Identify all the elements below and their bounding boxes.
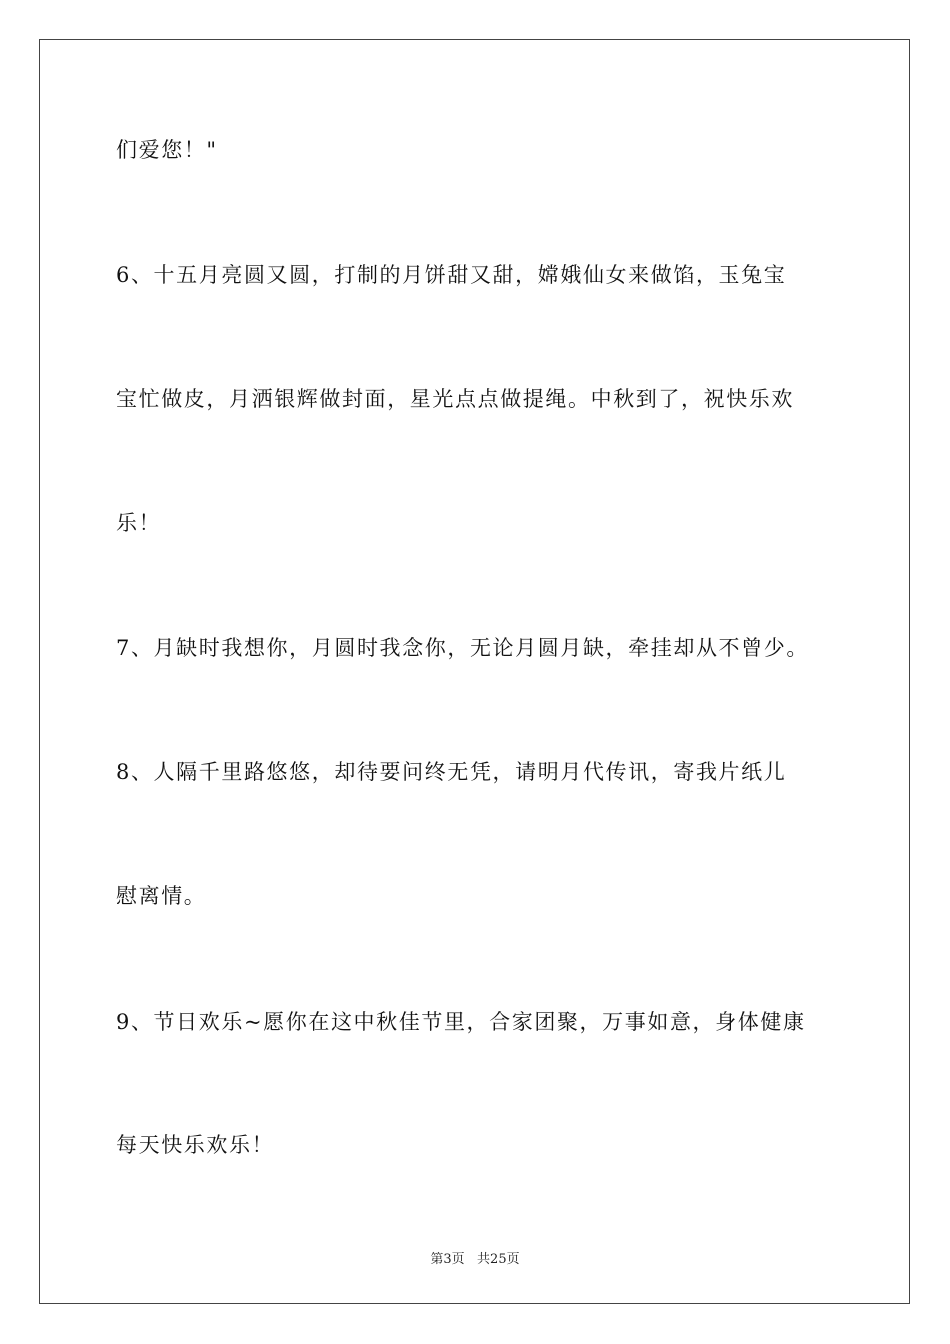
text-line: 们爱您！"	[116, 138, 218, 162]
text-line: 6、十五月亮圆又圆，打制的月饼甜又甜，嫦娥仙女来做馅，玉兔宝	[116, 263, 787, 287]
text-line: 7、月缺时我想你，月圆时我念你，无论月圆月缺，牵挂却从不曾少。	[116, 636, 809, 660]
text-line: 慰离情。	[116, 884, 207, 908]
page-number: 第3页 共25页	[430, 1252, 520, 1267]
text-line: 9、节日欢乐~愿你在这中秋佳节里，合家团聚，万事如意，身体健康	[116, 1010, 806, 1034]
text-line: 乐！	[116, 511, 162, 535]
text-line: 每天快乐欢乐！	[116, 1133, 275, 1157]
text-line: 宝忙做皮，月洒银辉做封面，星光点点做提绳。中秋到了，祝快乐欢	[116, 387, 794, 411]
text-line: 8、人隔千里路悠悠，却待要问终无凭，请明月代传讯，寄我片纸儿	[116, 760, 787, 784]
page-frame	[39, 39, 910, 1304]
